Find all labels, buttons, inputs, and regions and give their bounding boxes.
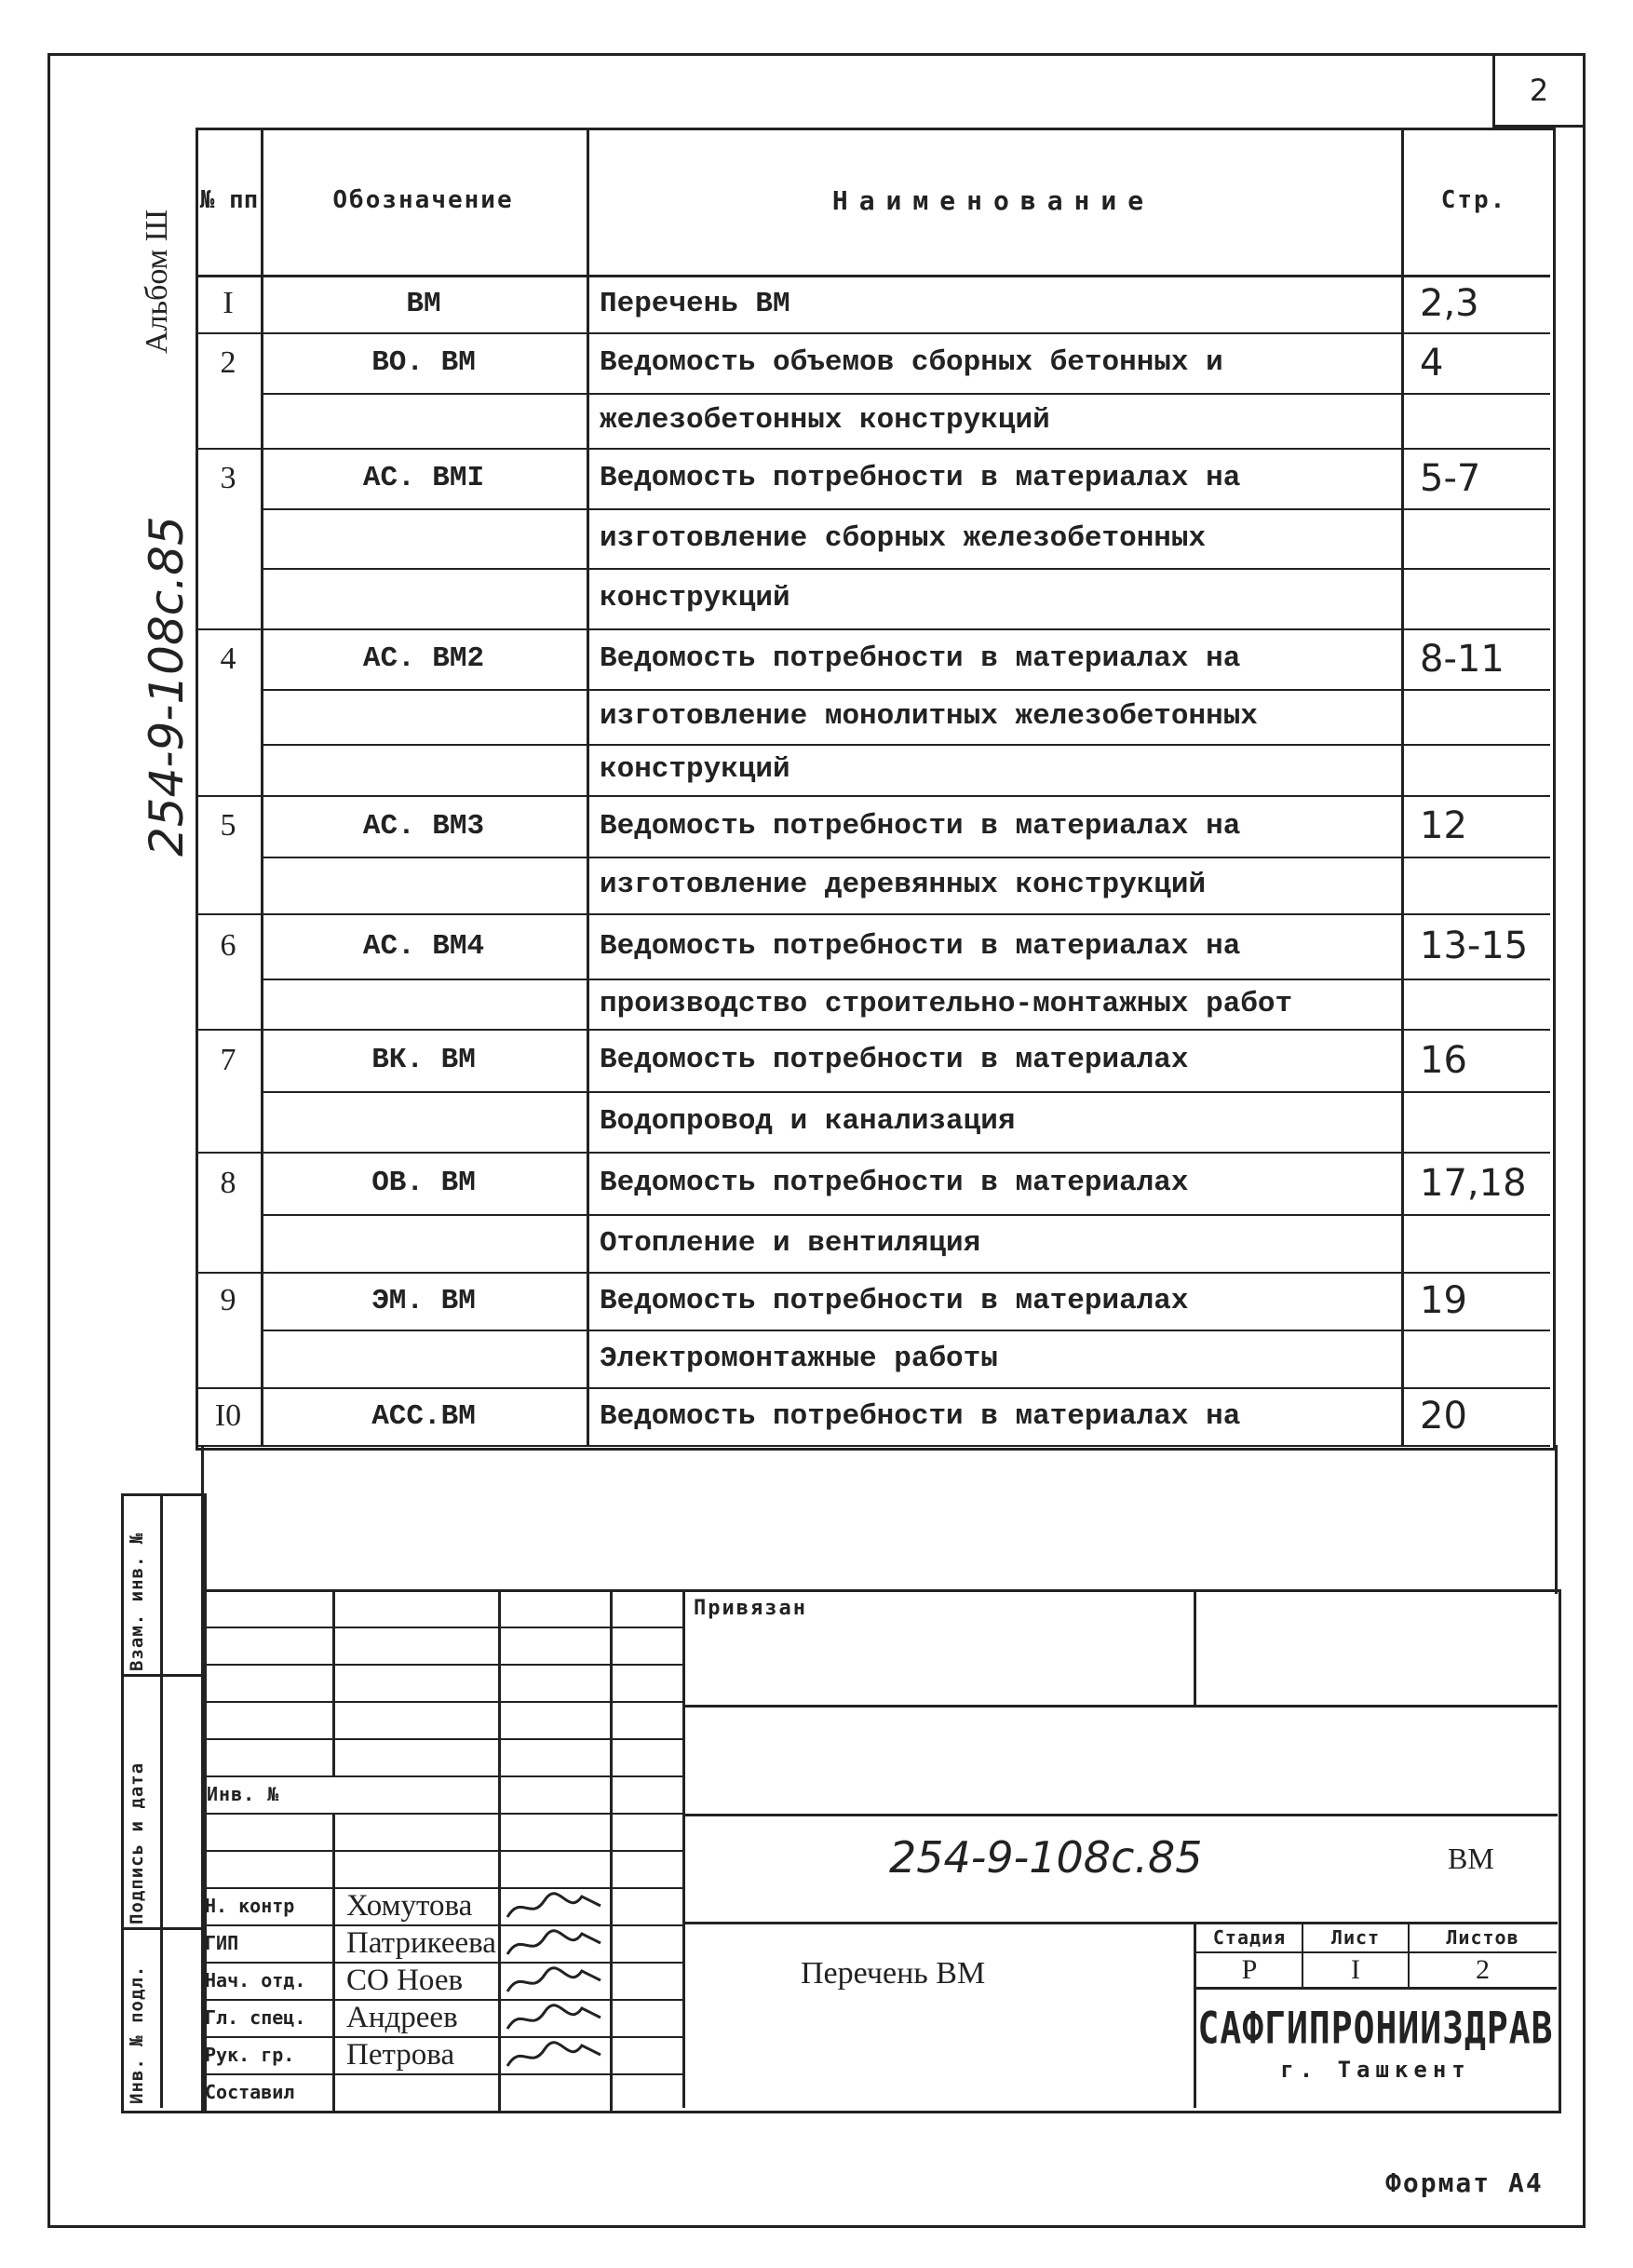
row-name-line: конструкций (600, 753, 790, 786)
role-label: Гл. спец. (205, 2006, 306, 2029)
signature-icon (503, 2038, 605, 2073)
row-name-line: конструкций (600, 582, 790, 614)
role-label: Н. контр (205, 1895, 295, 1917)
signature-icon (503, 1926, 605, 1962)
row-page: 20 (1420, 1395, 1467, 1438)
album-label: Альбом Ш (140, 209, 174, 354)
person-name: Андреев (346, 2000, 458, 2034)
row-num: 7 (220, 1042, 236, 1077)
row-name-line: Ведомость потребности в материалах на (600, 1399, 1241, 1433)
format-label: Формат А4 (1385, 2167, 1544, 2198)
row-num: 4 (220, 641, 236, 676)
row-name-line: производство строительно-монтажных работ (600, 987, 1293, 1020)
row-name-line: Ведомость потребности в материалах на (600, 642, 1241, 675)
row-name-line: изготовление сборных железобетонных (600, 521, 1207, 555)
stage-value: Р (1241, 1954, 1258, 1985)
role-label: ГИП (205, 1932, 239, 1954)
row-page: 4 (1420, 341, 1444, 385)
linked-label: Привязан (694, 1597, 807, 1620)
row-designation: ВК. ВМ (371, 1044, 476, 1076)
header-designation: Обозначение (332, 186, 514, 214)
row-num: I0 (214, 1398, 242, 1433)
row-num: 3 (220, 460, 236, 495)
signature-icon (503, 1889, 605, 1924)
person-name: Петрова (346, 2037, 455, 2072)
row-name-line: Ведомость потребности в материалах (600, 1284, 1189, 1317)
row-num: 9 (220, 1283, 236, 1317)
role-label: Рук. гр. (205, 2044, 295, 2066)
role-label: Составил (205, 2081, 295, 2103)
row-name-line: Отопление и вентиляция (600, 1226, 981, 1260)
row-num: 6 (220, 928, 236, 963)
row-num: I (223, 286, 234, 320)
row-name-line: изготовление монолитных железобетонных (600, 700, 1258, 733)
doc-code: 254-9-108с.85 (889, 1832, 1203, 1883)
role-label: Нач. отд. (205, 1969, 306, 1991)
row-num: 5 (220, 808, 236, 843)
row-designation: ЭМ. ВМ (371, 1284, 476, 1317)
person-name: Патрикеева (346, 1925, 496, 1960)
doc-mark: ВМ (1448, 1841, 1494, 1875)
orig-inv-label: Инв. № подл. (127, 1964, 147, 2104)
sheet-value: I (1351, 1954, 1360, 1985)
row-name-line: Перечень ВМ (600, 287, 790, 320)
row-designation: ВО. ВМ (371, 346, 476, 379)
header-name: Наименование (831, 184, 1155, 216)
row-name-line: железобетонных конструкций (600, 404, 1050, 437)
org-name: САФГИПРОНИИЗДРАВ (1197, 2002, 1554, 2054)
row-page: 19 (1420, 1279, 1467, 1322)
person-name: СО Ноев (346, 1963, 464, 1997)
row-name-line: изготовление деревянных конструкций (600, 869, 1207, 901)
row-name-line: Ведомость потребности в материалах (600, 1167, 1189, 1199)
row-num: 8 (220, 1165, 236, 1200)
row-name-line: Ведомость потребности в материалах на (600, 462, 1241, 494)
row-num: 2 (220, 344, 236, 380)
row-name-line: Ведомость объемов сборных бетонных и (600, 346, 1223, 379)
doc-title: Перечень ВМ (801, 1956, 986, 1991)
page-number-box (1492, 53, 1586, 128)
stage-label: Стадия (1212, 1926, 1287, 1949)
sheets-value: 2 (1476, 1954, 1490, 1985)
sheet-label: Лист (1330, 1926, 1381, 1949)
margin-code: 254-9-108с.85 (140, 516, 194, 857)
row-page: 8-11 (1420, 637, 1505, 681)
sheets-label: Листов (1446, 1926, 1519, 1949)
row-designation: АС. ВМ2 (362, 642, 485, 675)
replace-inv-label: Взам. инв. № (127, 1532, 147, 1671)
row-name-line: Ведомость потребности в материалах на (600, 809, 1241, 843)
row-page: 13-15 (1420, 925, 1529, 967)
row-page: 16 (1420, 1038, 1467, 1082)
row-page: 17,18 (1420, 1161, 1527, 1205)
sign-date-label: Подпись и дата (127, 1762, 147, 1924)
row-designation: АС. ВМ4 (362, 929, 485, 963)
row-designation: ОВ. ВМ (371, 1167, 476, 1199)
signature-icon (503, 1964, 605, 1999)
row-name-line: Ведомость потребности в материалах (600, 1044, 1189, 1076)
row-designation: АС. ВМ3 (362, 809, 485, 843)
row-page: 12 (1420, 804, 1467, 847)
row-designation: АС. ВМI (362, 462, 485, 494)
row-designation: АСС.ВМ (371, 1399, 476, 1433)
row-designation: ВМ (406, 287, 441, 320)
person-name: Хомутова (346, 1888, 473, 1923)
header-page: Стр. (1440, 186, 1507, 214)
row-page: 5-7 (1420, 456, 1481, 500)
org-city: г. Ташкент (1280, 2057, 1471, 2083)
page-number: 2 (1529, 73, 1549, 108)
inv-no-label: Инв. № (207, 1783, 280, 1805)
row-name-line: Электромонтажные работы (600, 1342, 998, 1375)
row-name-line: Ведомость потребности в материалах на (600, 929, 1241, 963)
row-page: 2,3 (1420, 282, 1479, 325)
row-name-line: Водопровод и канализация (600, 1105, 1016, 1138)
signature-icon (503, 2001, 605, 2036)
header-num: № пп (199, 186, 259, 214)
